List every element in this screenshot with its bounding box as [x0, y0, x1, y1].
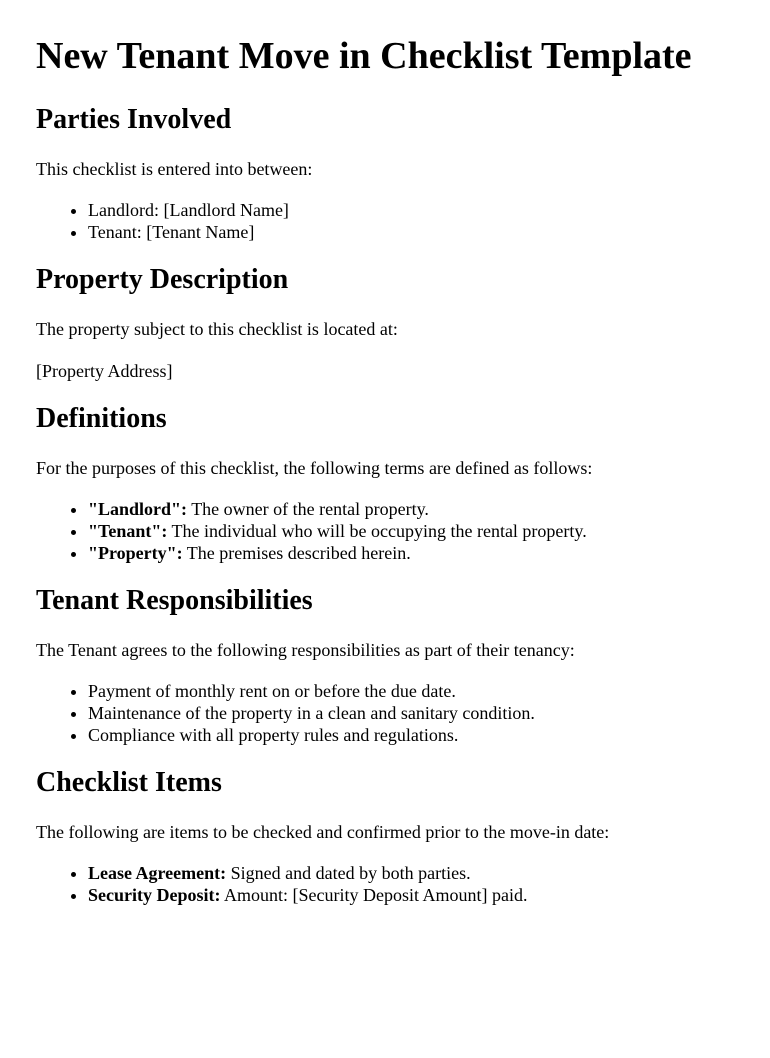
definitions-intro: For the purposes of this checklist, the following terms are defined as follows:: [36, 458, 593, 478]
section-heading-parties: Parties Involved: [36, 104, 232, 135]
list-item: • Payment of monthly rent on or before the due date.: [88, 680, 734, 702]
list-item: • Compliance with all property rules and regulations.: [88, 724, 734, 746]
checklist-term: Security Deposit:: [88, 885, 221, 905]
section-heading-property: Property Description: [36, 264, 289, 295]
checklist-list: [36, 862, 734, 906]
definition-term: "Landlord":: [88, 499, 188, 519]
section-heading-checklist: Checklist Items: [36, 767, 222, 798]
definitions-list: [36, 498, 734, 564]
document-page: [0, 34, 770, 906]
page-title: New Tenant Move in Checklist Template: [36, 35, 692, 77]
responsibilities-list: [36, 680, 734, 746]
definition-text: The owner of the rental property.: [187, 499, 429, 519]
list-item: [88, 520, 734, 542]
definition-text: The premises described herein.: [182, 543, 411, 563]
definition-term: "Property":: [88, 543, 183, 563]
list-item: [88, 498, 734, 520]
list-item: [88, 862, 734, 884]
responsibilities-intro: The Tenant agrees to the following responsibilities as part of their tenancy:: [36, 640, 575, 660]
checklist-intro: The following are items to be checked and confirmed prior to the move-in date:: [36, 822, 610, 842]
checklist-term: Lease Agreement:: [88, 863, 227, 883]
checklist-text: Amount: [Security Deposit Amount] paid.: [220, 885, 528, 905]
parties-intro: This checklist is entered into between:: [36, 159, 313, 179]
property-intro: The property subject to this checklist is located at:: [36, 319, 398, 339]
list-item: [88, 884, 734, 906]
list-item: [88, 542, 734, 564]
list-item: • Maintenance of the property in a clean and sanitary condition.: [88, 702, 734, 724]
definition-text: The individual who will be occupying the rental property.: [167, 521, 587, 541]
checklist-text: Signed and dated by both parties.: [226, 863, 471, 883]
section-heading-definitions: Definitions: [36, 403, 167, 434]
property-address: [Property Address]: [36, 361, 173, 381]
list-item: • Landlord: [Landlord Name]: [88, 199, 734, 221]
parties-list: [36, 199, 734, 243]
definition-term: "Tenant":: [88, 521, 168, 541]
list-item: • Tenant: [Tenant Name]: [88, 221, 734, 243]
section-heading-responsibilities: Tenant Responsibilities: [36, 585, 313, 616]
